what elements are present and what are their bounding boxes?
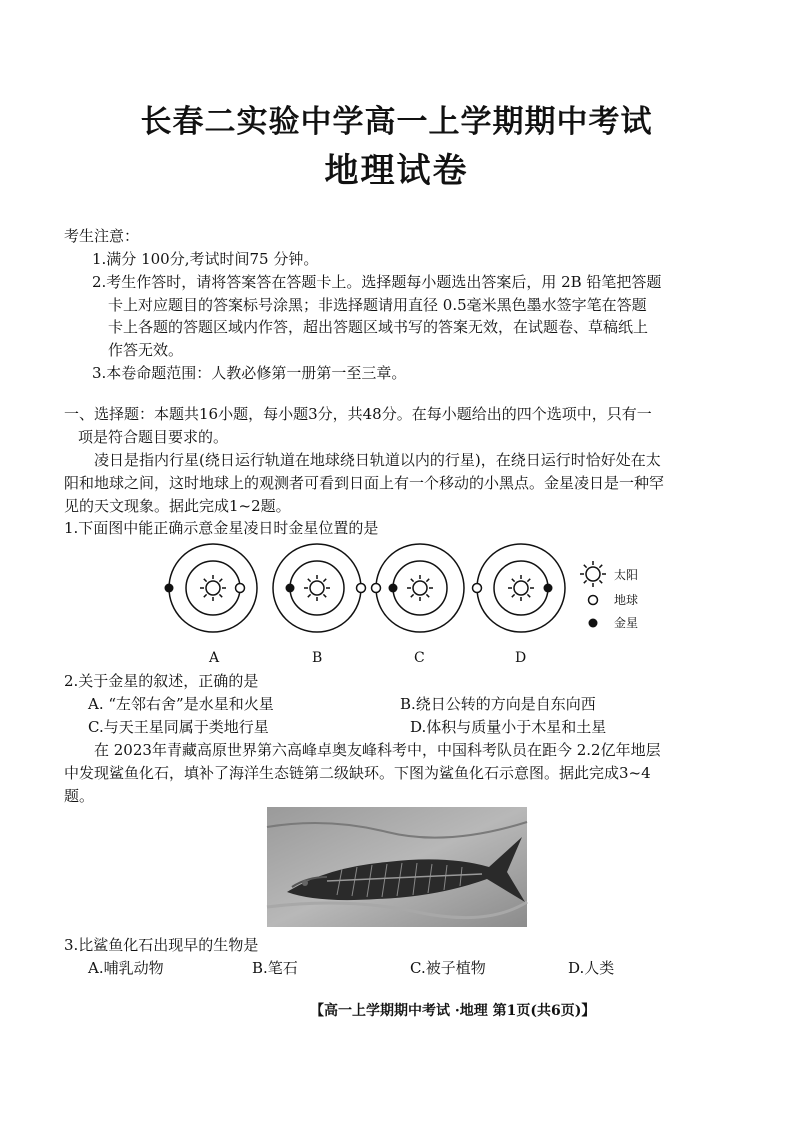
shark-fossil-image xyxy=(267,807,527,927)
diagram-a xyxy=(165,544,258,632)
notice-item-2: 2.考生作答时，请将答案答在答题卡上。选择题每小题选出答案后，用 2B 铅笔把答题 xyxy=(92,273,662,291)
venus-icon xyxy=(389,584,398,593)
diagram-label-d: D xyxy=(515,650,527,666)
notice-item-2-cont: 卡上各题的答题区域内作答，超出答题区域书写的答案无效，在试题卷、草稿纸上 xyxy=(108,318,649,336)
q3-option-c: C.被子植物 xyxy=(410,959,486,977)
legend-earth-label: 地球 xyxy=(614,593,639,607)
passage-line: 在 2023年青藏高原世界第六高峰卓奥友峰科考中，中国科考队员在距今 2.2亿年地层 xyxy=(94,741,661,759)
question-1-stem: 1.下面图中能正确示意金星凌日时金星位置的是 xyxy=(64,519,379,537)
passage-line: 阳和地球之间，这时地球上的观测者可看到日面上有一个移动的小黑点。金星凌日是一种罕 xyxy=(64,474,665,492)
earth-icon xyxy=(473,584,482,593)
notice-heading: 考生注意： xyxy=(64,227,140,245)
question-2-stem: 2.关于金星的叙述，正确的是 xyxy=(64,672,259,690)
venus-icon xyxy=(544,584,553,593)
passage-line: 凌日是指内行星(绕日运行轨道在地球绕日轨道以内的行星)，在绕日运行时恰好处在太 xyxy=(94,451,661,469)
diagram-label-a: A xyxy=(209,650,220,666)
diagram-c xyxy=(372,544,465,632)
sun-icon xyxy=(580,561,606,587)
legend-venus-label: 金星 xyxy=(614,616,639,630)
passage-line: 中发现鲨鱼化石，填补了海洋生态链第二级缺环。下图为鲨鱼化石示意图。据此完成3~4 xyxy=(64,764,651,782)
question-3-stem: 3.比鲨鱼化石出现早的生物是 xyxy=(64,936,259,954)
q2-option-d: D.体积与质量小于木星和土星 xyxy=(410,718,607,736)
q3-option-b: B.笔石 xyxy=(252,959,298,977)
diagram-d xyxy=(473,544,566,632)
diagram-legend xyxy=(580,561,638,630)
section-heading: 一、选择题：本题共16小题，每小题3分，共48分。在每小题给出的四个选项中，只有一 xyxy=(64,405,652,423)
earth-icon xyxy=(589,596,598,605)
venus-icon xyxy=(589,619,598,628)
section-heading-cont: 项是符合题目要求的。 xyxy=(78,428,229,446)
notice-item-2-cont: 卡上对应题目的答案标号涂黑；非选择题请用直径 0.5毫米黑色墨水签字笔在答题 xyxy=(108,296,647,314)
q2-option-a: A. “左邻右舍”是水星和火星 xyxy=(88,695,274,713)
notice-item-3: 3.本卷命题范围：人教必修第一册第一至三章。 xyxy=(92,364,407,382)
q2-option-b: B.绕日公转的方向是自东向西 xyxy=(400,695,596,713)
q3-option-a: A.哺乳动物 xyxy=(88,959,164,977)
q2-option-c: C.与天王星同属于类地行星 xyxy=(88,718,269,736)
notice-item-2-cont: 作答无效。 xyxy=(108,341,184,359)
venus-icon xyxy=(286,584,295,593)
earth-icon xyxy=(357,584,366,593)
page-footer: 【高一上学期期中考试 ·地理 第1页(共6页)】 xyxy=(310,1003,596,1019)
notice-item-1: 1.满分 100分,考试时间75 分钟。 xyxy=(92,250,319,268)
q3-option-d: D.人类 xyxy=(568,959,615,977)
passage-line: 题。 xyxy=(64,787,95,805)
diagram-label-b: B xyxy=(312,650,323,666)
earth-icon xyxy=(236,584,245,593)
diagram-label-c: C xyxy=(414,650,425,666)
legend-sun-label: 太阳 xyxy=(614,568,639,582)
subject-title: 地理试卷 xyxy=(324,151,469,191)
venus-icon xyxy=(165,584,174,593)
passage-line: 见的天文现象。据此完成1~2题。 xyxy=(64,497,291,515)
exam-title: 长春二实验中学高一上学期期中考试 xyxy=(140,104,653,140)
diagram-b xyxy=(273,544,366,632)
venus-transit-diagram xyxy=(163,543,639,668)
earth-icon xyxy=(372,584,381,593)
